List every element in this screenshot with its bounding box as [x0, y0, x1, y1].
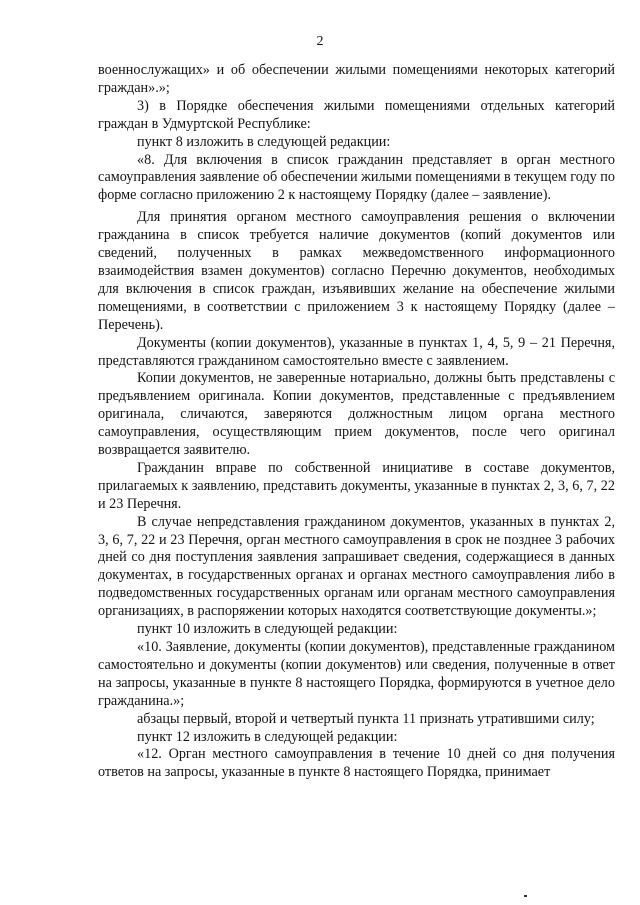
paragraph-12: абзацы первый, второй и четвертый пункта 11 признать утратившими силу;	[137, 710, 595, 727]
paragraph-11: «10. Заявление, документы (копии документов), представленные гражданином самостоятельно и документы (копии документов) или сведения, полученные в ответ на запросы, указанные в пункте 8 настоящего Порядка, формируются в учетное дело гражданина.»;	[98, 639, 615, 709]
paragraph-6: Документы (копии документов), указанные в пунктах 1, 4, 5, 9 – 21 Перечня, представляются гражданином самостоятельно вместе с заявлением.	[98, 334, 615, 369]
paragraph-4: «8. Для включения в список гражданин представляет в орган местного самоуправления заявление об обеспечении жилыми помещениями в текущем году по форме согласно приложению 2 к настоящему Порядку (далее – заявление).	[98, 151, 615, 204]
paragraph-1: военнослужащих» и об обеспечении жилыми помещениями некоторых категорий граждан».»;	[98, 62, 615, 96]
paragraph-7: Копии документов, не заверенные нотариально, должны быть представлены с предъявлением оригинала. Копии документов, представленные с предъявлением оригинала, сличаются, заверяются должностным лицом органа местного самоуправления, осуществляющим прием документов, после чего оригинал возвращается заявителю.	[98, 370, 615, 459]
document-body	[98, 62, 615, 782]
paragraph-10: пункт 10 изложить в следующей редакции:	[137, 621, 398, 638]
paragraph-14: «12. Орган местного самоуправления в течение 10 дней со дня получения ответов на запросы, указанные в пункте 8 настоящего Порядка, принимает	[98, 746, 615, 781]
paragraph-3: пункт 8 изложить в следующей редакции:	[137, 133, 391, 150]
paragraph-8: Гражданин вправе по собственной инициативе в составе документов, прилагаемых к заявлению, представить документы, указанные в пунктах 2, 3, 6, 7, 22 и 23 Перечня.	[98, 459, 615, 512]
scan-artifact	[524, 895, 527, 897]
paragraph-13: пункт 12 изложить в следующей редакции:	[137, 728, 398, 745]
page-number: 2	[316, 34, 324, 49]
paragraph-2: 3) в Порядке обеспечения жилыми помещениями отдельных категорий граждан в Удмуртской Республике:	[98, 97, 615, 132]
paragraph-9: В случае непредставления гражданином документов, указанных в пунктах 2, 3, 6, 7, 22 и 23 Перечня, орган местного самоуправления в срок не позднее 3 рабочих дней со дня поступления заявления запрашивает сведения, содержащиеся в данных документах, в государственных органах и органах местного самоуправления либо в подведомственных государственных органам или органам местного самоуправления организациях, в распоряжении которых находятся соответствующие документы.»;	[98, 513, 615, 620]
paragraph-5: Для принятия органом местного самоуправления решения о включении гражданина в список требуется наличие документов (копий документов или сведений, полученных в рамках межведомственного информационного взаимодействия взамен документов) согласно Перечню документов, необходимых для включения в список граждан, изъявивших желание на обеспечение жилыми помещениями, в соответствии с приложением 3 к настоящему Порядку (далее – Перечень).	[98, 209, 615, 333]
